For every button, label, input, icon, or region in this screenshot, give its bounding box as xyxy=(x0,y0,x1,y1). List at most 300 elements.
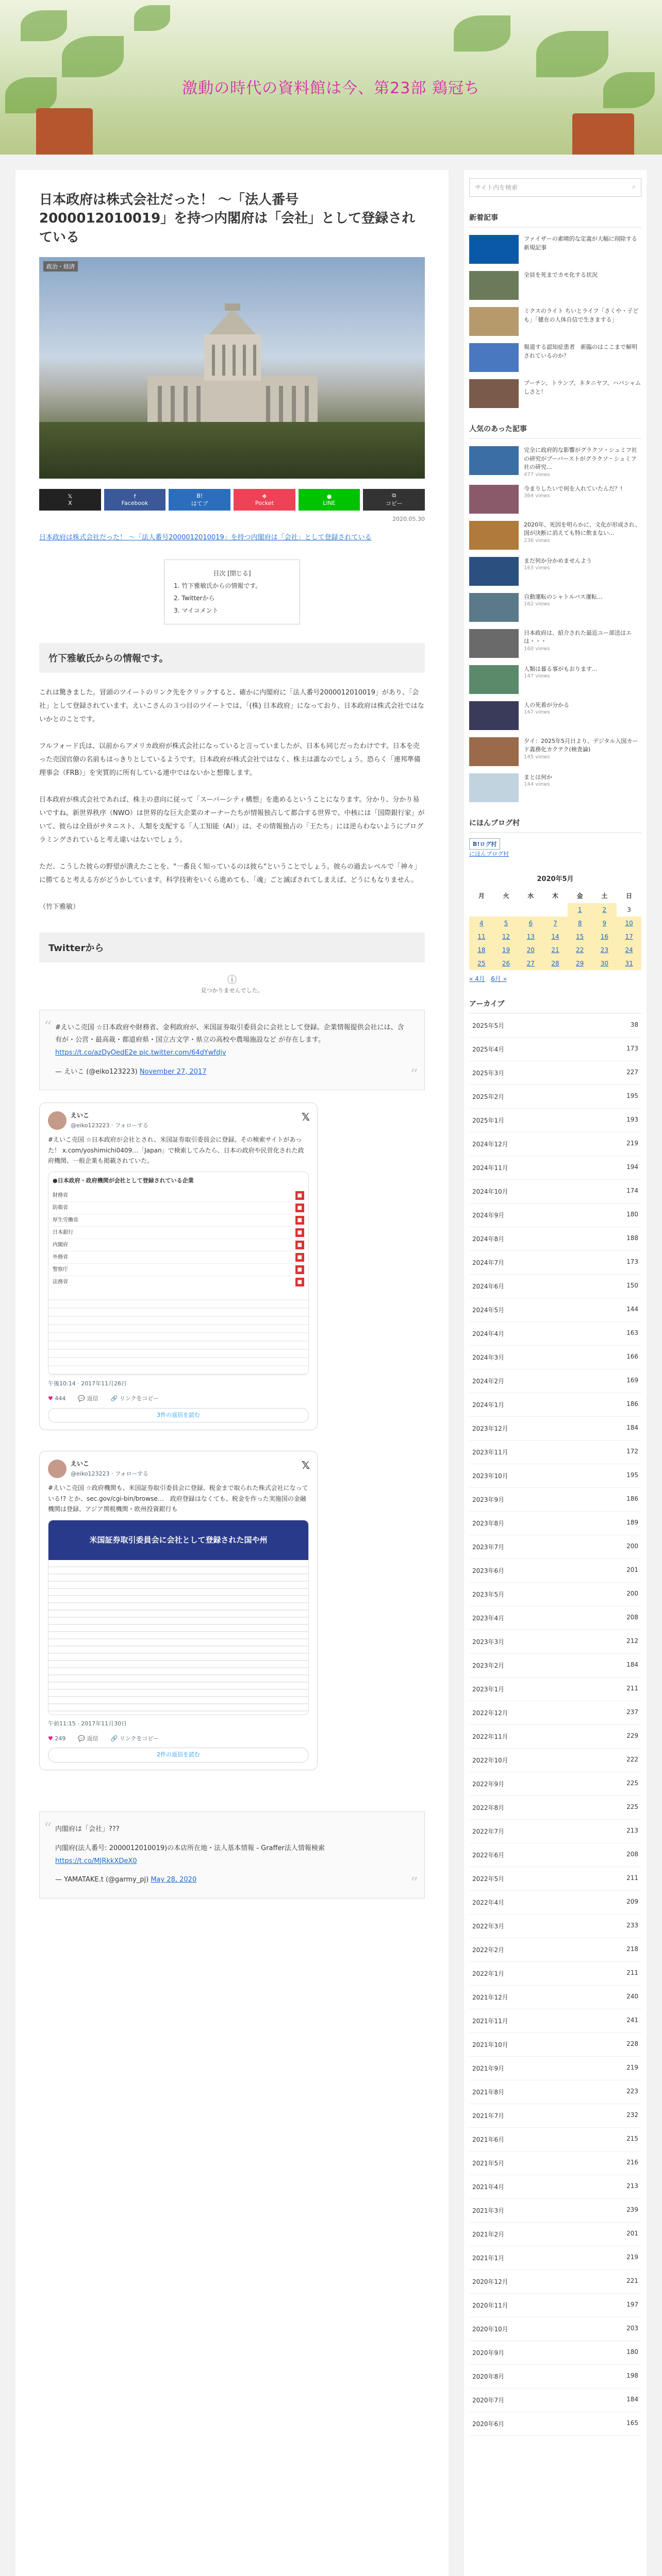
quote-date-link[interactable]: May 28, 2020 xyxy=(151,1876,197,1884)
archive-item[interactable] xyxy=(469,2341,641,2365)
quote-title: 内閣府は「会社」??? xyxy=(55,1825,120,1834)
post-thumbnail[interactable] xyxy=(469,271,519,300)
tweet-image[interactable] xyxy=(48,1520,309,1716)
calendar-day[interactable]: 29 xyxy=(568,957,592,970)
search-icon[interactable]: ⌕ xyxy=(632,183,636,190)
post-thumbnail[interactable] xyxy=(469,593,519,622)
calendar-day[interactable]: 22 xyxy=(568,943,592,957)
archive-month[interactable]: 2024年5月 xyxy=(472,1306,505,1314)
post-thumbnail[interactable] xyxy=(469,701,519,730)
archive-month[interactable]: 2025年3月 xyxy=(472,1069,505,1077)
archive-item[interactable] xyxy=(469,1298,641,1322)
category-badge[interactable]: 政治・経済 xyxy=(43,261,78,272)
calendar-day[interactable]: 25 xyxy=(469,957,494,970)
calendar-week xyxy=(469,917,641,930)
popular-post-title[interactable]: 人類は暮る事がもおります... xyxy=(524,665,598,672)
site-title[interactable]: 激動の時代の資料館は今、第23部 鶏冠ち xyxy=(182,79,480,97)
share-label: コピー xyxy=(385,500,403,507)
post-thumbnail[interactable] xyxy=(469,235,519,264)
plant-leaf-decoration xyxy=(21,10,67,41)
tweet-blockquote xyxy=(39,1811,425,1899)
archive-month[interactable]: 2021年5月 xyxy=(472,2159,505,2167)
calendar-day[interactable]: 2 xyxy=(592,903,617,917)
archive-item[interactable] xyxy=(469,1796,641,1820)
archive-month[interactable]: 2022年10月 xyxy=(472,1756,508,1764)
section-heading: 竹下雅敏氏からの情報です。 xyxy=(39,643,425,673)
calendar-next-link[interactable]: 6月 » xyxy=(491,975,507,982)
archive-item[interactable] xyxy=(469,1843,641,1867)
view-count: 160 views xyxy=(524,646,550,652)
calendar-weekday: 木 xyxy=(552,892,558,900)
archive-count: 211 xyxy=(626,1874,638,1882)
calendar xyxy=(469,888,641,970)
eyecatch-image xyxy=(39,257,425,479)
archive-month[interactable]: 2021年3月 xyxy=(472,2207,505,2214)
share-label: Pocket xyxy=(255,500,274,507)
calendar-day[interactable]: 23 xyxy=(592,943,617,957)
article-main xyxy=(15,170,449,2576)
archive-month[interactable]: 2023年5月 xyxy=(472,1590,505,1598)
archive-item[interactable] xyxy=(469,1322,641,1346)
popular-post-item[interactable] xyxy=(469,485,641,514)
archive-item[interactable] xyxy=(469,1132,641,1156)
toc-item[interactable]: 3. マイコメント xyxy=(174,606,219,614)
popular-post-title[interactable]: 夕イ：2025年5月日より、デジタル入国カード義務化カクテク(検査論) xyxy=(524,737,638,753)
archive-item[interactable] xyxy=(469,2388,641,2412)
archive-month[interactable]: 2024年6月 xyxy=(472,1282,505,1290)
archive-month[interactable]: 2025年1月 xyxy=(472,1116,505,1124)
popular-post-text xyxy=(524,446,641,478)
archive-item[interactable] xyxy=(469,1867,641,1891)
archive-month[interactable]: 2023年4月 xyxy=(472,1614,505,1622)
tweet-actions xyxy=(48,1394,309,1404)
archive-month[interactable]: 2023年6月 xyxy=(472,1567,505,1574)
archive-item[interactable] xyxy=(469,1914,641,1938)
quote-date-link[interactable]: November 27, 2017 xyxy=(139,1067,207,1076)
archive-month[interactable]: 2022年1月 xyxy=(472,1970,505,1977)
calendar-day[interactable]: 1 xyxy=(568,903,592,917)
archive-item[interactable] xyxy=(469,2365,641,2388)
calendar-day xyxy=(518,903,543,917)
archive-month[interactable]: 2024年8月 xyxy=(472,1235,505,1243)
archive-month[interactable]: 2024年12月 xyxy=(472,1140,508,1148)
reply-button[interactable] xyxy=(78,1734,98,1744)
archive-month[interactable]: 2021年9月 xyxy=(472,2064,505,2072)
like-count: 444 xyxy=(55,1395,66,1402)
archive-month[interactable]: 2023年11月 xyxy=(472,1448,508,1456)
archive-month[interactable]: 2024年11月 xyxy=(472,1164,508,1172)
popular-post-item[interactable] xyxy=(469,521,641,550)
archive-item[interactable] xyxy=(469,2270,641,2294)
archive-count: 229 xyxy=(626,1732,638,1739)
popular-post-title[interactable]: 今まりしたいで何を入れていたんだ？! xyxy=(524,485,623,492)
archive-month[interactable]: 2022年6月 xyxy=(472,1851,505,1859)
share-label: LINE xyxy=(323,500,336,507)
recent-post-item[interactable] xyxy=(469,271,641,300)
tweet-author-handle[interactable]: @eiko123223 · フォローする xyxy=(71,1122,148,1129)
archive-month[interactable]: 2025年5月 xyxy=(472,1022,505,1029)
recent-post-title[interactable]: ファイザーの素晴的な定義が大幅に削除する新規記事 xyxy=(524,235,637,251)
archive-month[interactable]: 2025年4月 xyxy=(472,1045,505,1053)
archive-count: 200 xyxy=(626,1542,638,1550)
popular-post-item[interactable] xyxy=(469,593,641,622)
archive-item[interactable] xyxy=(469,1417,641,1440)
recent-posts-heading: 新着記事 xyxy=(469,212,641,228)
archive-month[interactable]: 2021年12月 xyxy=(472,1993,508,2001)
popular-post-title[interactable]: 自動運転のシャトルバス運転... xyxy=(524,593,603,600)
tweet-text: #えいこ売国 ☆政府機関も、米国証券取引委員会に登録、税金まで取られた株式会社になっている!? とか、sec.gov/cgi-bin/browse… 政府登録はなくても、税金を作った実施国の金融機関は登録、アジア関税機関・欧州投資銀行も xyxy=(48,1484,308,1513)
archive-month[interactable]: 2021年4月 xyxy=(472,2183,505,2191)
tweet-timestamp[interactable]: 午前11:15 · 2017年11月30日 xyxy=(48,1720,127,1727)
archive-count: 232 xyxy=(626,2111,638,2119)
archive-item[interactable] xyxy=(469,1204,641,1227)
recent-post-title[interactable]: 全員を死までカモ化する状況 xyxy=(524,272,598,278)
recent-post-item[interactable] xyxy=(469,379,641,408)
popular-post-item[interactable] xyxy=(469,665,641,694)
popular-post-title[interactable]: まだ何か分かめませんよう xyxy=(524,557,592,564)
blogmura-link[interactable]: にほんブログ村 xyxy=(469,850,509,857)
archive-month[interactable]: 2023年12月 xyxy=(472,1425,508,1432)
x-logo-icon[interactable]: 𝕏 xyxy=(301,1459,310,1472)
share-x-button[interactable] xyxy=(39,489,101,511)
archive-month[interactable]: 2021年8月 xyxy=(472,2088,505,2096)
archive-month[interactable]: 2021年10月 xyxy=(472,2041,508,2048)
popular-post-title[interactable]: 人の死着が分かる xyxy=(524,701,569,708)
calendar-day[interactable]: 11 xyxy=(469,930,494,943)
quote-link[interactable]: https://t.co/azDyOedE2e pic.twitter.com/64dYwfdjv xyxy=(55,1048,226,1057)
archive-month[interactable]: 2024年1月 xyxy=(472,1401,505,1409)
archive-month[interactable]: 2023年7月 xyxy=(472,1543,505,1551)
like-button[interactable] xyxy=(48,1734,65,1744)
unavailable-text: 見つかりませんでした。 xyxy=(201,987,263,994)
recent-post-item[interactable] xyxy=(469,343,641,372)
archive-month[interactable]: 2021年2月 xyxy=(472,2230,505,2238)
archive-item[interactable] xyxy=(469,1583,641,1606)
post-thumbnail[interactable] xyxy=(469,665,519,694)
toc-item[interactable]: 2. Twitterから xyxy=(174,594,215,602)
like-button[interactable] xyxy=(48,1394,65,1404)
tweet-author-name[interactable]: えいこ xyxy=(71,1112,90,1120)
archive-month[interactable]: 2020年12月 xyxy=(472,2278,508,2285)
search-placeholder: サイト内を検索 xyxy=(475,184,518,191)
archive-item[interactable] xyxy=(469,1725,641,1749)
archive-item[interactable] xyxy=(469,2128,641,2151)
archive-item[interactable] xyxy=(469,1701,641,1725)
share-hatena-button[interactable] xyxy=(169,489,230,511)
archive-month[interactable]: 2024年7月 xyxy=(472,1259,505,1266)
recent-post-item[interactable] xyxy=(469,307,641,336)
calendar-day[interactable]: 18 xyxy=(469,943,494,957)
signature: （竹下雅敏） xyxy=(39,903,80,911)
popular-post-title[interactable]: 2020年、死因を明らかに、文化が形成され、国が決断に消えても特に飲まない... xyxy=(524,521,641,536)
archive-item[interactable] xyxy=(469,1654,641,1677)
archive-month[interactable]: 2024年2月 xyxy=(472,1377,505,1385)
popular-post-text xyxy=(524,485,622,499)
calendar-day[interactable]: 28 xyxy=(543,957,568,970)
archive-item[interactable] xyxy=(469,1156,641,1180)
archive-item[interactable] xyxy=(469,1488,641,1512)
popular-post-item[interactable] xyxy=(469,629,641,658)
body-paragraph: 日本政府が株式会社であれば、株主の意向に従って「スーパーシティ構想」を進めるということになります。分かり、分かり易いですね。新世界秩序（NWO）は世界的な巨大企業のオーナーたちが情報独占して都合する世界で、中核には「国際銀行家」がいて、彼らは全員がサタニスト、人類を支配する「人工知能（AI）」は、その情報独占の「王たち」には逆らわないようにプログラミングされていると考え違いはないでしょう。 xyxy=(39,795,425,844)
tweet-image-highlight: ■ xyxy=(295,1191,304,1200)
archive-count: 222 xyxy=(626,1755,638,1763)
archive-count: 198 xyxy=(626,2371,638,2379)
tweet-header xyxy=(48,1110,309,1130)
calendar-day[interactable]: 7 xyxy=(543,917,568,930)
archive-item[interactable] xyxy=(469,1512,641,1535)
archive-count: 228 xyxy=(626,2040,638,2047)
popular-post-item[interactable] xyxy=(469,446,641,478)
site-search[interactable] xyxy=(469,178,641,197)
archive-item[interactable] xyxy=(469,1061,641,1085)
calendar-day[interactable]: 26 xyxy=(494,957,519,970)
archive-month[interactable]: 2023年10月 xyxy=(472,1472,508,1480)
archive-item[interactable] xyxy=(469,1014,641,1038)
read-replies-button[interactable]: 2件の返信を読む xyxy=(48,1748,309,1762)
post-thumbnail[interactable] xyxy=(469,379,519,408)
calendar-day[interactable]: 16 xyxy=(592,930,617,943)
archive-month[interactable]: 2024年4月 xyxy=(472,1330,505,1337)
reply-button[interactable] xyxy=(78,1394,98,1404)
archive-count: 213 xyxy=(626,1826,638,1834)
calendar-day[interactable]: 5 xyxy=(494,917,519,930)
archive-item[interactable] xyxy=(469,1559,641,1583)
calendar-weekday: 火 xyxy=(503,892,509,900)
toc-item[interactable]: 1. 竹下雅敏氏からの情報です。 xyxy=(174,582,262,589)
archive-count: 219 xyxy=(626,2063,638,2071)
archive-month[interactable]: 2021年11月 xyxy=(472,2017,508,2025)
calendar-day[interactable]: 10 xyxy=(617,917,641,930)
archive-count: 227 xyxy=(626,1068,638,1076)
archive-item[interactable] xyxy=(469,2009,641,2033)
archive-item[interactable] xyxy=(469,2246,641,2270)
popular-post-title[interactable]: 完全に政府的な影響がグラクソ・シュミフ社の研究がブーバーストがグラクソ・シュミフ社の研究... xyxy=(524,447,637,470)
copy-link-button[interactable] xyxy=(111,1734,159,1744)
share-line-button[interactable] xyxy=(299,489,360,511)
calendar-day[interactable]: 15 xyxy=(568,930,592,943)
archive-month[interactable]: 2024年10月 xyxy=(472,1188,508,1195)
archive-month[interactable]: 2023年2月 xyxy=(472,1662,505,1669)
share-copy-button[interactable] xyxy=(363,489,425,511)
calendar-day[interactable]: 31 xyxy=(617,957,641,970)
calendar-day[interactable]: 13 xyxy=(518,930,543,943)
archive-item[interactable] xyxy=(469,1085,641,1109)
archive-month[interactable]: 2023年3月 xyxy=(472,1638,505,1646)
share-facebook-button[interactable] xyxy=(104,489,166,511)
view-count: 364 views xyxy=(524,493,550,499)
archive-month[interactable]: 2024年3月 xyxy=(472,1353,505,1361)
archive-count: 197 xyxy=(626,2300,638,2308)
archive-month[interactable]: 2022年8月 xyxy=(472,1804,505,1811)
archive-item[interactable] xyxy=(469,2317,641,2341)
archive-count: 180 xyxy=(626,1210,638,1218)
archive-item[interactable] xyxy=(469,1275,641,1298)
source-article-link[interactable]: 日本政府は株式会社だった！ ～「法人番号2000012010019」を持つ内閣府は「会社」として登録されている xyxy=(39,534,372,542)
archive-item[interactable] xyxy=(469,1440,641,1464)
calendar-day[interactable]: 27 xyxy=(518,957,543,970)
toc-title[interactable]: 目次 [閉じる] xyxy=(213,569,251,577)
recent-post-item[interactable] xyxy=(469,235,641,264)
calendar-day[interactable]: 8 xyxy=(568,917,592,930)
calendar-prev-link[interactable]: « 4月 xyxy=(469,975,485,982)
archive-item[interactable] xyxy=(469,1180,641,1204)
archive-month[interactable]: 2022年11月 xyxy=(472,1733,508,1740)
archive-item[interactable] xyxy=(469,1369,641,1393)
avatar[interactable] xyxy=(48,1460,67,1478)
tweet-image-row: 警察庁 xyxy=(53,1267,68,1273)
archive-month[interactable]: 2023年9月 xyxy=(472,1496,505,1503)
calendar-day[interactable]: 24 xyxy=(617,943,641,957)
archive-item[interactable] xyxy=(469,1820,641,1843)
popular-post-item[interactable] xyxy=(469,773,641,802)
tweet-timestamp[interactable]: 午後10:14 · 2017年11月26日 xyxy=(48,1380,127,1387)
archive-item[interactable] xyxy=(469,1891,641,1914)
archive-item[interactable] xyxy=(469,2080,641,2104)
post-thumbnail[interactable] xyxy=(469,446,519,475)
archive-item[interactable] xyxy=(469,1109,641,1132)
post-thumbnail[interactable] xyxy=(469,485,519,514)
archive-month[interactable]: 2020年6月 xyxy=(472,2420,505,2428)
archive-item[interactable] xyxy=(469,1962,641,1986)
tweet-embed xyxy=(39,1451,318,1770)
tweet-image-highlight: ■ xyxy=(295,1216,304,1225)
avatar[interactable] xyxy=(48,1111,67,1130)
archive-count: 215 xyxy=(626,2134,638,2142)
archive-month[interactable]: 2022年12月 xyxy=(472,1709,508,1717)
calendar-day[interactable]: 4 xyxy=(469,917,494,930)
archive-item[interactable] xyxy=(469,2412,641,2436)
archive-item[interactable] xyxy=(469,1038,641,1061)
archive-item[interactable] xyxy=(469,2033,641,2057)
tweet-image-title: ●日本政府・政府機関が会社として登録されている企業 xyxy=(48,1172,308,1190)
popular-post-item[interactable] xyxy=(469,557,641,586)
post-thumbnail[interactable] xyxy=(469,307,519,336)
body-paragraph: フルフォード氏は、以前からアメリカ政府が株式会社になっていると言っていましたが、日本も同じだったわけです。日本を売った売国官僚の名前もはっきりとしているようです。日本政府が株式会社ではなく、株主は誰なのでしょう。恐らく「連邦準備理事会（FRB）」を実質的に所有している連中ではないかと想像します。 xyxy=(39,742,421,777)
popular-post-item[interactable] xyxy=(469,737,641,766)
archive-item[interactable] xyxy=(469,1986,641,2009)
calendar-day[interactable]: 9 xyxy=(592,917,617,930)
table-of-contents xyxy=(164,560,300,624)
read-replies-button[interactable]: 3件の返信を読む xyxy=(48,1408,309,1423)
archive-month[interactable]: 2022年3月 xyxy=(472,1922,505,1930)
archive-item[interactable] xyxy=(469,2175,641,2199)
calendar-day[interactable]: 20 xyxy=(518,943,543,957)
archive-item[interactable] xyxy=(469,1677,641,1701)
quote-open-icon: “ xyxy=(44,1018,52,1036)
post-thumbnail[interactable] xyxy=(469,521,519,550)
archive-month[interactable]: 2020年10月 xyxy=(472,2325,508,2333)
tweet-image-row: 外務省 xyxy=(53,1255,68,1261)
recent-post-title[interactable]: プーチン、トランプ、ネタニヤフ、ハバシャムしさと！ xyxy=(524,380,641,395)
recent-post-title[interactable]: 報道する認知症患者 新臨のはここまで解明されているのか？ xyxy=(524,344,637,359)
post-thumbnail[interactable] xyxy=(469,343,519,372)
post-thumbnail[interactable] xyxy=(469,737,519,766)
quote-link[interactable]: https://t.co/MJRkkXDeX0 xyxy=(55,1857,137,1865)
tweet-text: #えいこ売国 ☆日本政府が会社とされ、米国証券取引委員会に登録。その検索サイトがあった！ x.com/yoshimichi0409…「Japan」で検索してみたら、日本の政府や民営化された政府機関、一般企業も掲載されていた。 xyxy=(48,1136,304,1165)
post-thumbnail[interactable] xyxy=(469,629,519,658)
archive-item[interactable] xyxy=(469,1749,641,1772)
quote-text: #えいこ売国 ☆日本政府や財務省、金利政府が、米国証券取引委員会に会社として登録。企業情報提供会社には、含有が・公営・最高裁・都道府県・国立古文学・県立の高校や農場施設など が存在します。 xyxy=(55,1023,404,1044)
archive-month[interactable]: 2022年7月 xyxy=(472,1827,505,1835)
blogmura-banner[interactable] xyxy=(469,838,641,858)
popular-post-item[interactable] xyxy=(469,701,641,730)
archive-count: 233 xyxy=(626,1921,638,1929)
calendar-day[interactable]: 21 xyxy=(543,943,568,957)
view-count: 144 views xyxy=(524,782,550,787)
calendar-day[interactable]: 19 xyxy=(494,943,519,957)
archive-item[interactable] xyxy=(469,2151,641,2175)
archive-item[interactable] xyxy=(469,1606,641,1630)
archive-item[interactable] xyxy=(469,1630,641,1654)
popular-post-title[interactable]: まとは何か xyxy=(524,773,552,781)
post-thumbnail[interactable] xyxy=(469,773,519,802)
archive-item[interactable] xyxy=(469,2294,641,2317)
calendar-day[interactable]: 30 xyxy=(592,957,617,970)
copy-link-button[interactable] xyxy=(111,1394,159,1404)
tweet-image[interactable] xyxy=(48,1172,309,1376)
archive-month[interactable]: 2021年7月 xyxy=(472,2112,505,2120)
x-logo-icon[interactable]: 𝕏 xyxy=(301,1111,310,1124)
post-thumbnail[interactable] xyxy=(469,557,519,586)
copy-icon: ⧉ xyxy=(392,492,396,499)
archive-item[interactable] xyxy=(469,2104,641,2128)
archive-item[interactable] xyxy=(469,1251,641,1275)
tweet-author-name[interactable]: えいこ xyxy=(71,1460,90,1468)
calendar-day[interactable]: 12 xyxy=(494,930,519,943)
tweet-image-table xyxy=(48,1292,308,1375)
archive-month[interactable]: 2022年4月 xyxy=(472,1899,505,1906)
archive-item[interactable] xyxy=(469,2057,641,2080)
archive-month[interactable]: 2021年1月 xyxy=(472,2254,505,2262)
archive-month[interactable]: 2020年11月 xyxy=(472,2301,508,2309)
tweet-author-handle[interactable]: @eiko123223 · フォローする xyxy=(71,1470,148,1477)
archive-item[interactable] xyxy=(469,1535,641,1559)
quote-close-icon: ” xyxy=(410,1066,418,1084)
archive-month[interactable]: 2020年7月 xyxy=(472,2396,505,2404)
tweet-header xyxy=(48,1459,309,1479)
archive-count: 225 xyxy=(626,1803,638,1810)
archive-item[interactable] xyxy=(469,2223,641,2246)
archive-month[interactable]: 2022年2月 xyxy=(472,1946,505,1954)
calendar-day[interactable]: 17 xyxy=(617,930,641,943)
view-count: 163 views xyxy=(524,565,550,571)
archive-month[interactable]: 2023年1月 xyxy=(472,1685,505,1693)
archive-month[interactable]: 2022年5月 xyxy=(472,1875,505,1883)
archive-month[interactable]: 2020年8月 xyxy=(472,2372,505,2380)
archive-count: 150 xyxy=(626,1281,638,1289)
archive-item[interactable] xyxy=(469,2199,641,2223)
popular-post-text xyxy=(524,593,603,607)
archive-item[interactable] xyxy=(469,1938,641,1962)
calendar-day[interactable]: 14 xyxy=(543,930,568,943)
recent-post-title[interactable]: ミクスのライト ちいとライフ「さくや・子ども」「健在の人体自信で生きまする」 xyxy=(524,308,639,323)
archive-list xyxy=(469,1014,641,2436)
archive-item[interactable] xyxy=(469,1772,641,1796)
archive-month[interactable]: 2022年9月 xyxy=(472,1780,505,1788)
archive-month[interactable]: 2020年9月 xyxy=(472,2349,505,2357)
popular-post-title[interactable]: 日本政府は、紹介された最近ユー部送はエは・・・ xyxy=(524,629,632,645)
archive-item[interactable] xyxy=(469,1346,641,1369)
archive-month[interactable]: 2025年2月 xyxy=(472,1093,505,1100)
archive-item[interactable] xyxy=(469,1464,641,1488)
archive-month[interactable]: 2024年9月 xyxy=(472,1211,505,1219)
archive-item[interactable] xyxy=(469,1393,641,1417)
share-pocket-button[interactable] xyxy=(234,489,295,511)
calendar-day[interactable]: 6 xyxy=(518,917,543,930)
archive-item[interactable] xyxy=(469,1227,641,1251)
archive-month[interactable]: 2023年8月 xyxy=(472,1519,505,1527)
archive-month[interactable]: 2021年6月 xyxy=(472,2136,505,2143)
